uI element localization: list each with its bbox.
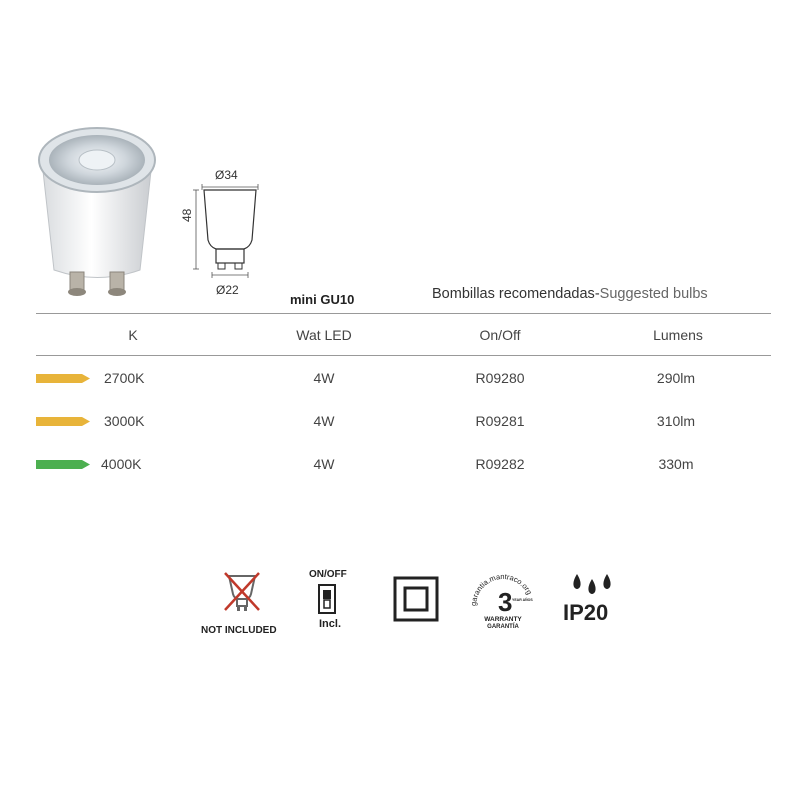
- row-lumens: 310lm: [656, 413, 696, 429]
- double-insulation-icon: [393, 576, 439, 622]
- header-lumens: Lumens: [653, 327, 703, 343]
- product-name: mini GU10: [290, 292, 355, 307]
- bulb-photo: [30, 120, 165, 305]
- dim-top-diameter: Ø34: [215, 168, 238, 182]
- switch-icon: [318, 584, 336, 614]
- dimension-drawing: [180, 165, 275, 300]
- header-kelvin: K: [128, 327, 138, 343]
- header-watt: Wat LED: [296, 327, 352, 343]
- dim-height: 48: [180, 208, 194, 222]
- color-temp-arrow: [36, 460, 90, 469]
- color-temp-arrow: [36, 374, 90, 383]
- header-onoff: On/Off: [479, 327, 521, 343]
- row-code: R09282: [475, 456, 525, 472]
- row-kelvin: 3000K: [104, 413, 145, 429]
- row-watts: 4W: [313, 370, 335, 386]
- warranty-line2: GARANTÍA: [487, 624, 519, 630]
- row-code: R09281: [475, 413, 525, 429]
- arrow-shape: [36, 417, 90, 426]
- suggested-bulbs-title: [432, 286, 708, 302]
- water-drops-icon: [570, 570, 614, 596]
- warranty-ring-text: garantia.mantraco.org: [468, 571, 534, 607]
- switch-label-top: ON/OFF: [309, 569, 347, 580]
- not-included-caption: NOT INCLUDED: [201, 625, 277, 636]
- row-watts: 4W: [313, 456, 335, 472]
- table-top-rule: [36, 313, 771, 314]
- row-watts: 4W: [313, 413, 335, 429]
- arrow-shape: [36, 374, 90, 383]
- warranty-years: 3: [498, 587, 513, 617]
- row-lumens: 330m: [658, 456, 694, 472]
- arrow-shape: [36, 460, 90, 469]
- dim-base-diameter: Ø22: [216, 283, 239, 297]
- row-code: R09280: [475, 370, 525, 386]
- ip-rating: IP20: [563, 600, 609, 625]
- bulb-crossed-icon: [221, 570, 263, 616]
- title-separator: -: [594, 286, 600, 302]
- warranty-line1: WARRANTY: [484, 616, 522, 623]
- row-kelvin: 4000K: [101, 456, 142, 472]
- color-temp-arrow: [36, 417, 90, 426]
- switch-label-bottom: Incl.: [319, 618, 342, 630]
- row-kelvin: 2700K: [104, 370, 145, 386]
- title-en: Suggested bulbs: [599, 286, 708, 302]
- row-lumens: 290lm: [656, 370, 696, 386]
- warranty-years-label: YEAR AÑOS: [512, 598, 533, 602]
- title-es: Bombillas recomendadas: [432, 286, 595, 302]
- warranty-seal-icon: [468, 568, 538, 632]
- table-header-rule: [36, 355, 771, 356]
